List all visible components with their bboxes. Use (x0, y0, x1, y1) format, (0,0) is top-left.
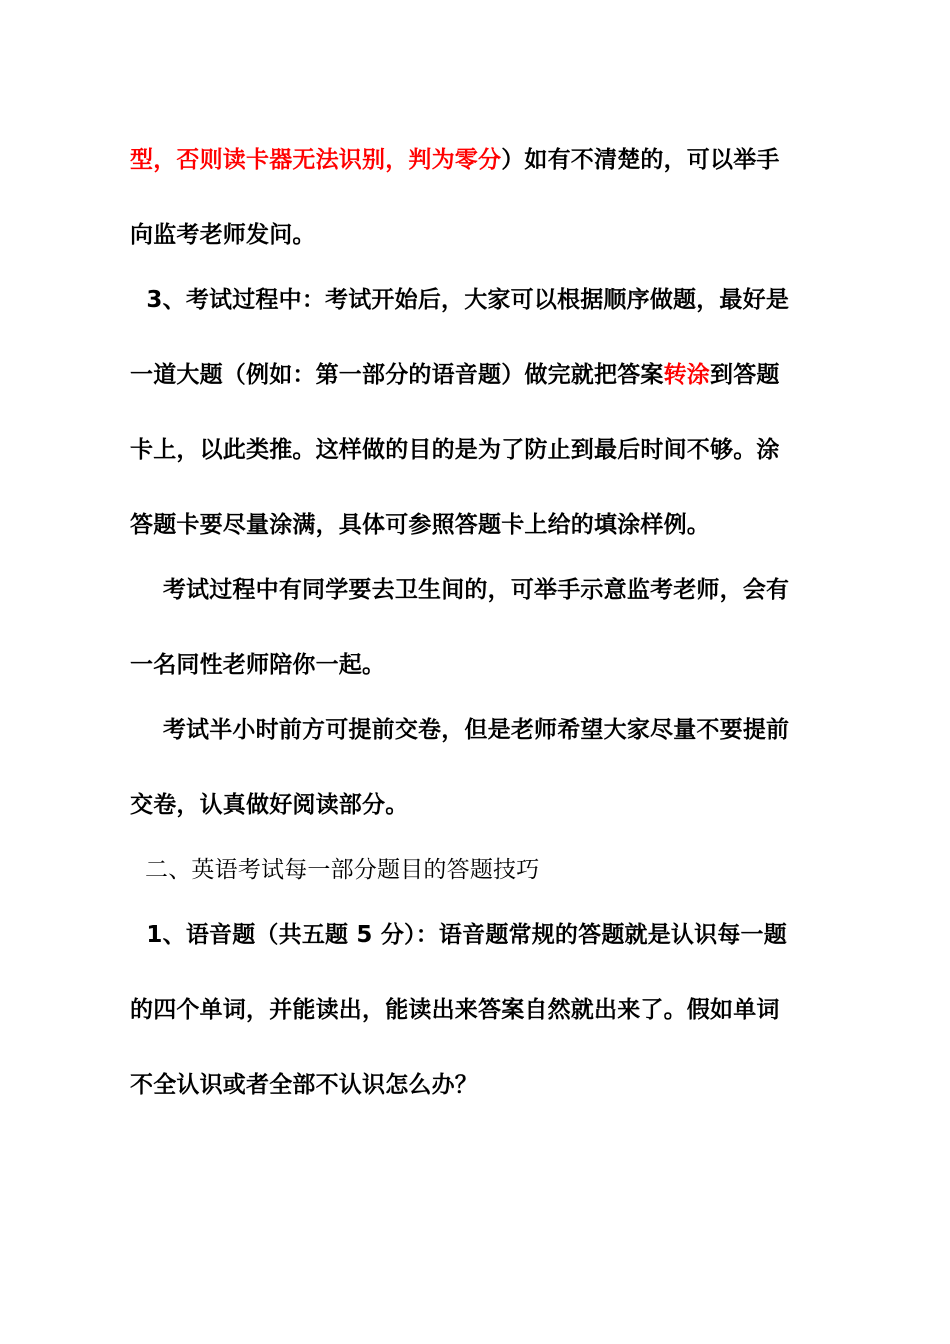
paragraph-line-2 (130, 220, 820, 250)
paragraph-line-1 (130, 145, 820, 175)
section-3-heading-line (130, 285, 820, 315)
paragraph-line-7 (130, 575, 820, 605)
highlighted-text: 转涂 (663, 362, 711, 388)
paragraph-line-13 (130, 995, 820, 1025)
body-text: 3、考试过程中：考试开始后，大家可以根据顺序做题，最好是 (130, 287, 790, 313)
body-text: 向监考老师发问。 (130, 222, 316, 248)
body-text: 到答题 (710, 362, 780, 388)
heading-text: 二、英语考试每一部分题目的答题技巧 (130, 857, 540, 883)
highlighted-text: 型，否则读卡器无法识别，判为零分 (130, 147, 502, 173)
body-text: 1、语音题（共五题 5 分）：语音题常规的答题就是认识每一题 (130, 922, 787, 948)
paragraph-line-8 (130, 650, 820, 680)
paragraph-line-14 (130, 1070, 820, 1100)
body-text: 卡上，以此类推。这样做的目的是为了防止到最后时间不够。涂 (130, 437, 780, 463)
paragraph-line-9 (130, 715, 820, 745)
paragraph-line-4 (130, 360, 820, 390)
section-1-heading-line (130, 920, 820, 950)
paragraph-line-6 (130, 510, 820, 540)
paragraph-line-5 (130, 435, 820, 465)
paragraph-line-10 (130, 790, 820, 820)
body-text: 的四个单词，并能读出，能读出来答案自然就出来了。假如单词 (130, 997, 780, 1023)
body-text: 考试半小时前方可提前交卷，但是老师希望大家尽量不要提前 (130, 717, 790, 743)
body-text: 考试过程中有同学要去卫生间的，可举手示意监考老师，会有 (130, 577, 790, 603)
body-text: 一道大题（例如：第一部分的语音题）做完就把答案 (130, 362, 664, 388)
body-text: 答题卡要尽量涂满，具体可参照答题卡上给的填涂样例。 (130, 512, 710, 538)
section-2-heading (130, 855, 820, 885)
body-text: 一名同性老师陪你一起。 (130, 652, 386, 678)
body-text: 不全认识或者全部不认识怎么办？ (130, 1072, 478, 1098)
body-text: ）如有不清楚的，可以举手 (501, 147, 780, 173)
body-text: 交卷，认真做好阅读部分。 (130, 792, 409, 818)
